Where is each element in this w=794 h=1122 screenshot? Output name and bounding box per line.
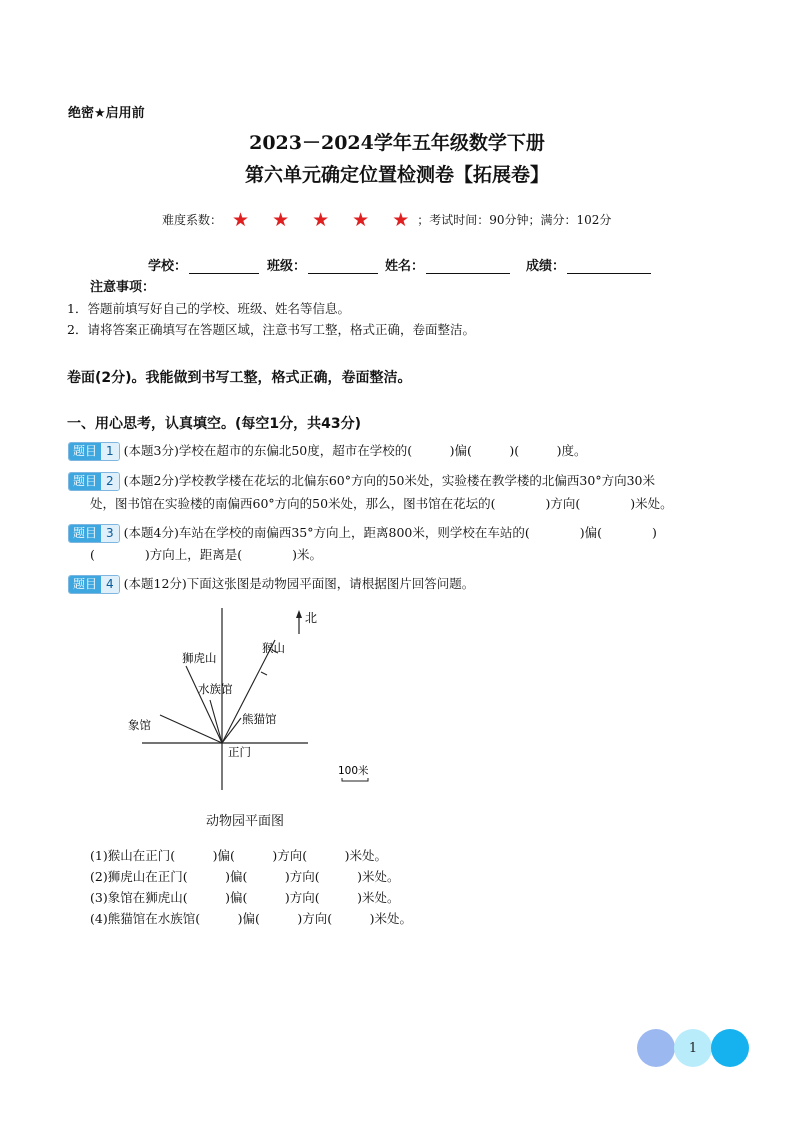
difficulty-label: 难度系数： — [162, 213, 223, 227]
star-icon: ★ — [232, 208, 250, 231]
score-blank[interactable] — [567, 259, 651, 274]
subquestion: (4)熊猫馆在水族馆( )偏( )方向( )米处。 — [90, 911, 412, 926]
page-badge-left — [637, 1029, 675, 1067]
question-text: (本题12分)下面这张图是动物园平面图，请根据图片回答问题。 — [123, 576, 475, 591]
question-text: (本题2分)学校教学楼在花坛的北偏东60°方向的50米处，实验楼在教学楼的北偏西30°方向30米 — [123, 473, 655, 488]
north-label: 北 — [305, 611, 318, 625]
exam-title-line1: 2023－2024学年五年级数学下册 — [249, 132, 545, 154]
badge-label: 题目 — [69, 473, 101, 490]
question-2 — [68, 471, 655, 491]
question-text: (本题4分)车站在学校的南偏西35°方向上，距离800米，则学校在车站的( )偏( ) — [123, 525, 657, 540]
star-icon: ★ — [392, 208, 410, 231]
badge-number: 3 — [101, 525, 119, 542]
question-badge — [68, 472, 120, 491]
exam-title-line2: 第六单元确定位置检测卷【拓展卷】 — [244, 164, 549, 186]
monkey-label: 猴山 — [262, 641, 285, 655]
star-icon: ★ — [312, 208, 330, 231]
school-label: 学校： — [148, 259, 188, 274]
elephant-ray — [160, 715, 222, 743]
map-caption: 动物园平面图 — [206, 814, 285, 829]
badge-number: 1 — [101, 443, 119, 460]
question-badge — [68, 575, 120, 594]
question-text-continued: ( )方向上，距离是( )米。 — [90, 547, 323, 562]
elephant-label: 象馆 — [128, 718, 151, 732]
score-label: 成绩： — [526, 259, 566, 274]
question-badge — [68, 524, 120, 543]
name-field — [385, 255, 510, 274]
badge-label: 题目 — [69, 576, 101, 593]
class-field — [267, 255, 378, 274]
question-badge — [68, 442, 120, 461]
subquestion: (1)猴山在正门( )偏( )方向( )米处。 — [90, 848, 387, 863]
class-blank[interactable] — [308, 259, 378, 274]
badge-label: 题目 — [69, 525, 101, 542]
name-blank[interactable] — [426, 259, 510, 274]
notes-heading: 注意事项： — [90, 280, 156, 295]
star-icon: ★ — [272, 208, 290, 231]
note-item: 1．答题前填写好自己的学校、班级、姓名等信息。 — [67, 301, 350, 316]
exam-info: ；考试时间：90分钟；满分：102分 — [417, 213, 612, 227]
badge-label: 题目 — [69, 443, 101, 460]
north-arrowhead-icon — [296, 610, 302, 618]
difficulty-stars — [232, 208, 410, 231]
school-field — [148, 255, 259, 274]
question-1 — [68, 441, 587, 461]
page-number: 1 — [674, 1029, 712, 1067]
scale-bar — [342, 778, 368, 781]
subquestion: (2)狮虎山在正门( )偏( )方向( )米处。 — [90, 869, 400, 884]
aquarium-label: 水族馆 — [198, 682, 233, 696]
subquestion: (3)象馆在狮虎山( )偏( )方向( )米处。 — [90, 890, 400, 905]
gate-label: 正门 — [228, 745, 251, 759]
name-label: 姓名： — [385, 259, 425, 274]
difficulty-row — [162, 208, 612, 231]
zoo-map — [110, 600, 400, 800]
section-heading: 一、用心思考，认真填空。(每空1分，共43分) — [67, 416, 362, 432]
question-3 — [68, 523, 657, 543]
score-field — [526, 255, 651, 274]
page-badge-right — [711, 1029, 749, 1067]
star-icon: ★ — [352, 208, 370, 231]
class-label: 班级： — [267, 259, 307, 274]
question-text: (本题3分)学校在超市的东偏北50度，超市在学校的( )偏( )( )度。 — [123, 443, 587, 458]
panda-label: 熊猫馆 — [242, 712, 277, 726]
note-item: 2．请将答案正确填写在答题区域，注意书写工整，格式正确，卷面整洁。 — [67, 322, 475, 337]
badge-number: 2 — [101, 473, 119, 490]
scale-label: 100米 — [338, 765, 369, 777]
panda-ray — [222, 718, 241, 743]
tick-mark — [261, 672, 267, 675]
confidential-mark: 绝密★启用前 — [68, 106, 145, 121]
lion-ray — [186, 666, 222, 743]
lion-label: 狮虎山 — [182, 651, 217, 665]
neatness-statement: 卷面(2分)。我能做到书写工整，格式正确，卷面整洁。 — [67, 370, 412, 386]
question-text-continued: 处，图书馆在实验楼的南偏西60°方向的50米处，那么，图书馆在花坛的( )方向( )米处。 — [90, 496, 673, 511]
question-4 — [68, 574, 474, 594]
school-blank[interactable] — [189, 259, 259, 274]
badge-number: 4 — [101, 576, 119, 593]
